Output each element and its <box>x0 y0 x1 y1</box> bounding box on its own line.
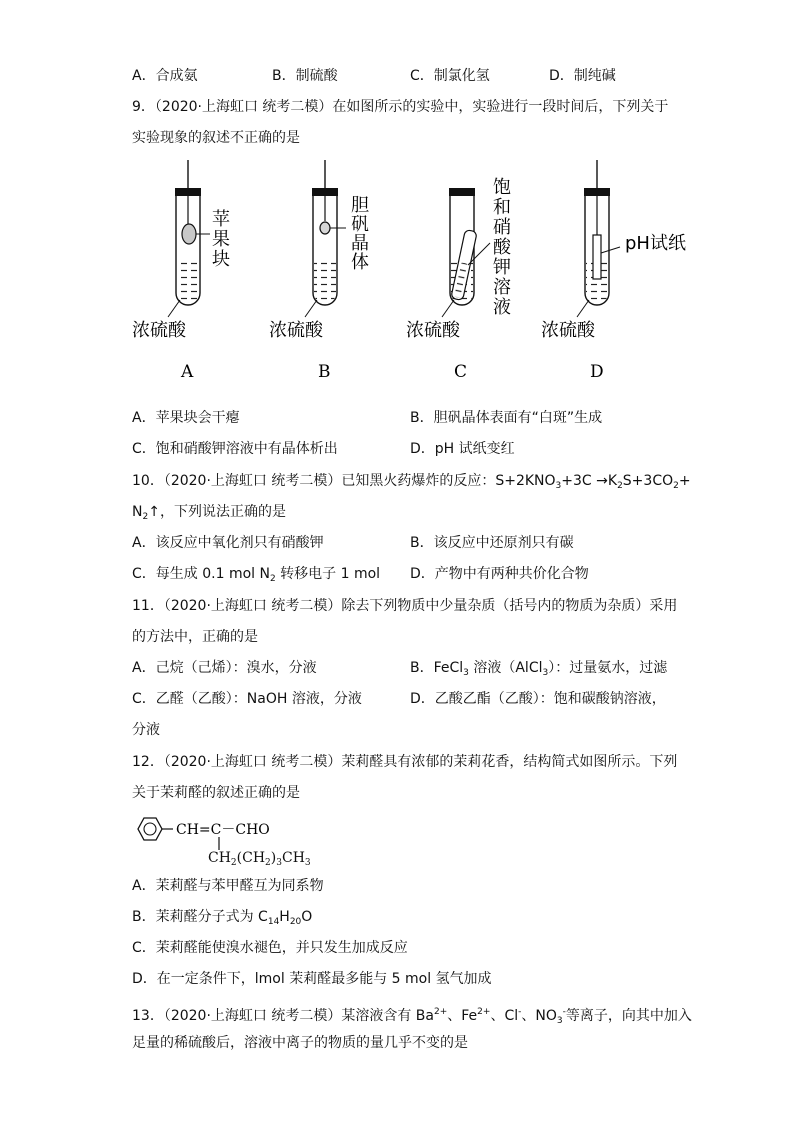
acid-label-b: 浓硫酸 <box>269 320 323 341</box>
label-kno3-char-5: 溶 <box>493 277 511 298</box>
q13-stem-line2: 足量的稀硫酸后，溶液中离子的物质的量几乎不变的是 <box>132 1035 468 1051</box>
label-apple-char-2: 块 <box>212 249 230 270</box>
q12-option-c: C．茉莉醛能使溴水褪色，并只发生加成反应 <box>132 940 408 956</box>
structure-main-chain: CH=C－CHO <box>176 822 270 838</box>
tube-letter-b: B <box>318 362 331 382</box>
q10-option-d: D．产物中有两种共价化合物 <box>410 566 589 582</box>
q11-stem-line1: 11．（2020·上海虹口 统考二模）除去下列物质中少量杂质（括号内的物质为杂质）采用 <box>132 598 678 614</box>
acid-label-c: 浓硫酸 <box>406 320 460 341</box>
q9-option-b: B．胆矾晶体表面有“白斑”生成 <box>410 410 603 426</box>
q10-option-b: B．该反应中还原剂只有碳 <box>410 535 574 551</box>
q11-option-a: A．己烷（己烯）：溴水，分液 <box>132 660 317 676</box>
q12-stem-line1: 12．（2020·上海虹口 统考二模）茉莉醛具有浓郁的茉莉花香，结构简式如图所示。下列 <box>132 754 678 770</box>
q12-option-b: B．茉莉醛分子式为 $C_{14}H_{20}O$ <box>132 909 313 927</box>
q10-stem-prefix: 10．（2020·上海虹口 统考二模）已知黑火药爆炸的反应：S+2KNO <box>132 473 556 489</box>
q12-stem-line2: 关于茉莉醛的叙述正确的是 <box>132 785 300 801</box>
q13-stem-prefix: 13．（2020·上海虹口 统考二模）某溶液含有 Ba <box>132 1008 434 1024</box>
label-crystal-char-3: 体 <box>351 252 369 273</box>
blue-vitriol-crystal <box>320 222 330 234</box>
q8-option-b: B．制硫酸 <box>272 68 338 84</box>
q10-option-c-text: C．每生成 0.1 mol N <box>132 566 270 582</box>
tube-d <box>541 160 686 382</box>
benzene-ring-icon <box>138 818 162 840</box>
q10-stem-line2-text: ↑，下列说法正确的是 <box>148 504 286 520</box>
tube-letter-d: D <box>590 362 604 382</box>
tube-b <box>269 160 369 382</box>
q12-option-b-text: B．茉莉醛分子式为 C <box>132 909 268 925</box>
label-apple-char-0: 苹 <box>212 209 230 230</box>
acid-label-d: 浓硫酸 <box>541 320 595 341</box>
label-kno3-char-0: 饱 <box>493 177 511 198</box>
q8-option-a: A．合成氨 <box>132 68 198 84</box>
q11-stem-line2: 的方法中，正确的是 <box>132 629 258 645</box>
label-kno3-char-1: 和 <box>493 197 511 218</box>
tube-c <box>406 177 512 382</box>
q13-stem-line1: 13．（2020·上海虹口 统考二模）某溶液含有 $Ba^{2+}$、$Fe^{2+}$、Cl-、$NO_3^-$等离子，向其中加入 <box>132 1007 692 1026</box>
label-kno3-char-3: 酸 <box>493 237 511 258</box>
q9-option-c: C．饱和硝酸钾溶液中有晶体析出 <box>132 441 338 457</box>
ph-paper-strip <box>593 235 601 279</box>
tube-letter-c: C <box>454 362 468 382</box>
q11-option-d-cont: 分液 <box>132 722 160 738</box>
q12-option-d: D．在一定条件下，lmol 茉莉醛最多能与 5 mol 氢气加成 <box>132 971 492 987</box>
acid-label-a: 浓硫酸 <box>132 320 186 341</box>
q8-option-c: C．制氯化氢 <box>410 68 490 84</box>
structure-side-chain: $CH_2(CH_2)_3CH_3$ <box>208 850 311 868</box>
tube-a <box>132 160 230 382</box>
label-kno3-char-4: 钾 <box>493 257 511 278</box>
q10-option-c: C．每生成 0.1 mol $N_2$ 转移电子 1 mol <box>132 566 381 584</box>
q11-option-b: B．FeCl$_3$ 溶液（AlCl$_3$）：过量氨水，过滤 <box>410 660 668 678</box>
q9-stem-line1: 9．（2020·上海虹口 统考二模）在如图所示的实验中，实验进行一段时间后，下列关于 <box>132 99 669 115</box>
label-ph-paper: pH试纸 <box>625 233 686 254</box>
label-crystal-char-0: 胆 <box>351 195 369 216</box>
q9-option-d: D．pH 试纸变红 <box>410 441 515 457</box>
structure-side-chain-text: CH <box>208 850 231 866</box>
label-crystal-char-2: 晶 <box>351 233 369 254</box>
label-apple-char-1: 果 <box>212 229 230 250</box>
q9-experiment-figure <box>120 155 720 385</box>
q10-stem-line2: $N_2↑$，下列说法正确的是 <box>132 504 286 522</box>
q9-option-a: A．苹果块会干瘪 <box>132 410 240 426</box>
label-kno3-char-6: 液 <box>493 297 511 318</box>
q11-option-c: C．乙醛（乙酸）：NaOH 溶液，分液 <box>132 691 362 707</box>
apple-piece <box>182 224 196 244</box>
q8-option-d: D．制纯碱 <box>549 68 616 84</box>
label-kno3-char-2: 硝 <box>493 217 511 238</box>
tube-letter-a: A <box>181 362 194 382</box>
q11-option-d: D．乙酸乙酯（乙酸）：饱和碳酸钠溶液， <box>410 691 666 707</box>
q12-option-a: A．茉莉醛与苯甲醛互为同系物 <box>132 878 324 894</box>
q10-stem-line1: 10．（2020·上海虹口 统考二模）已知黑火药爆炸的反应：$S+2KNO_3+3C \to K_2S+3CO_2+$ <box>132 473 691 491</box>
q9-stem-line2: 实验现象的叙述不正确的是 <box>132 130 300 146</box>
label-crystal-char-1: 矾 <box>351 214 369 235</box>
q10-option-a: A．该反应中氧化剂只有硝酸钾 <box>132 535 324 551</box>
q11-option-b-text: B．FeCl <box>410 660 464 676</box>
